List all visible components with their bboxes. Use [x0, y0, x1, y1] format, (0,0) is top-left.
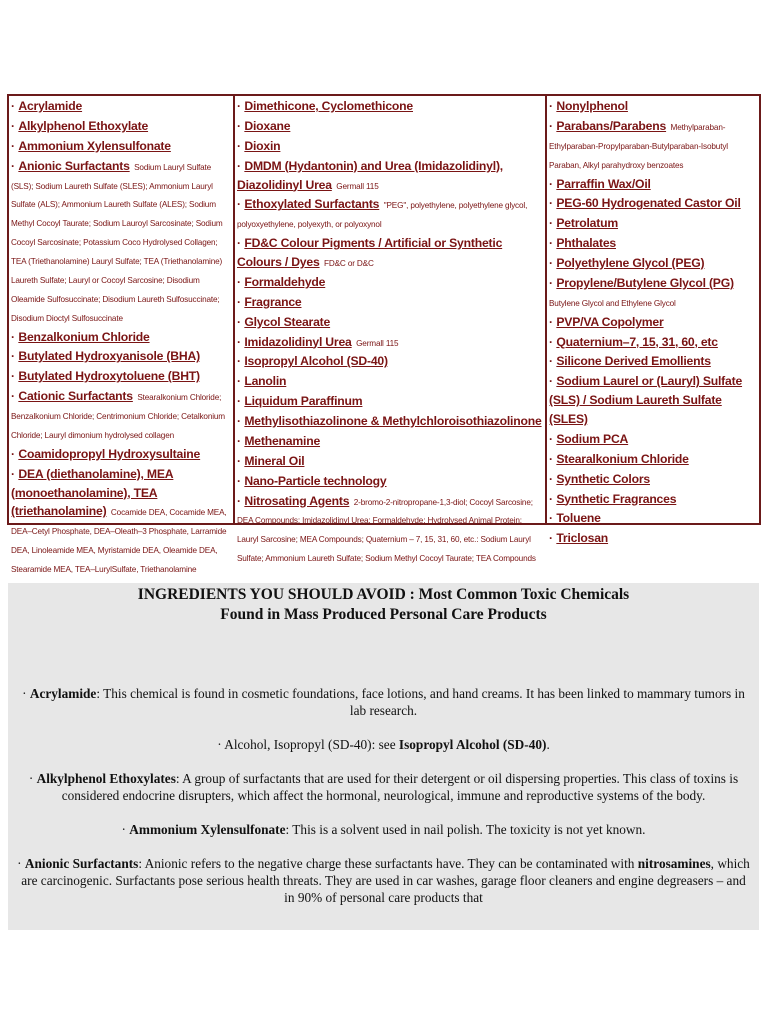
- ingredient-name: Formaldehyde: [244, 274, 326, 289]
- article-title: [8, 585, 759, 625]
- ingredient-name: Nano-Particle technology: [244, 473, 387, 488]
- ingredient-entry: [549, 470, 757, 490]
- ingredient-name: Ammonium Xylensulfonate: [18, 138, 171, 153]
- ingredient-entry: [237, 372, 543, 392]
- ingredient-note: Butylene Glycol and Ethylene Glycol: [549, 298, 676, 308]
- bullet: ·: [237, 158, 245, 173]
- bullet: ·: [237, 473, 245, 488]
- ingredient-entry: [549, 234, 757, 254]
- ingredient-entry: [549, 372, 757, 430]
- bullet: ·: [237, 274, 245, 289]
- ingredient-name: Butylated Hydroxyanisole (BHA): [18, 349, 200, 364]
- ingredient-name: Nonylphenol: [556, 99, 628, 113]
- ingredient-name: Parraffin Wax/Oil: [556, 176, 651, 191]
- article-section: [8, 583, 759, 930]
- ingredient-note: Stearalkonium Chloride; Benzalkonium Chloride; Centrimonium Chloride; Cetalkonium Chloride; Lauryl dimonium hydrolysed collagen: [11, 393, 225, 440]
- ingredient-entry: [237, 234, 543, 273]
- ingredient-entry: [11, 387, 231, 445]
- term-alcohol-isopropyl: Alcohol, Isopropyl (SD-40): [224, 737, 372, 752]
- bullet: ·: [549, 176, 557, 191]
- ingredient-entry: [237, 117, 543, 137]
- bullet: ·: [11, 389, 19, 404]
- bullet: ·: [237, 334, 245, 349]
- ingredient-name: Anionic Surfactants: [18, 158, 130, 173]
- ingredient-name: PEG-60 Hydrogenated Castor Oil: [556, 196, 741, 211]
- bullet: ·: [11, 466, 19, 481]
- bullet: ·: [237, 118, 245, 133]
- ingredient-note: Sodium Lauryl Sulfate (SLS); Sodium Laureth Sulfate (SLES); Ammonium Lauryl Sulfate (ALS); Ammonium Laureth Sulfate (ALES); Sodium Methyl Cocoyl Taurate; Sodium Lauroyl Sarcosinate; Sodium Cocoyl Sarcosinate; Potassium Coco Hydrolysed Collagen; TEA (Triethanolamine) Lauryl Sulfate; TEA (Triethanolamine) Laureth Sulfate; Lauryl or Cocoyl Sarcosine; Disodium Oleamide Sulfosuccinate; Disodium Laureth Sulfosuccinate; Disodium Dioctyl Sulfosuccinate: [11, 162, 223, 323]
- ingredient-name: Quaternium–7, 15, 31, 60, etc: [556, 334, 718, 349]
- ingredient-name: Sodium Laurel or (Lauryl) Sulfate (SLS) / Sodium Laureth Sulfate (SLES): [549, 374, 743, 426]
- ingredient-entry: [237, 392, 543, 412]
- toxic-ingredients-table: [7, 94, 761, 574]
- bullet: ·: [237, 394, 245, 409]
- bullet: ·: [549, 354, 557, 369]
- term-ammonium-xylensulfonate: Ammonium Xylensulfonate: [129, 822, 286, 837]
- bullet: ·: [549, 471, 557, 486]
- ingredient-entry: [237, 472, 543, 492]
- ingredient-name: Fragrance: [244, 294, 302, 309]
- ingredient-name: DMDM (Hydantonin) and Urea (Imidazolidinyl), Diazolidinyl Urea: [237, 158, 503, 192]
- ingredient-name: Sodium PCA: [556, 431, 629, 446]
- ingredient-entry: [549, 333, 757, 353]
- paragraph-alkylphenol: · Alkylphenol Ethoxylates: A group of surfactants that are used for their detergent or oil dispersing properties. This class of toxins is considered endocrine disrupters, which affect the hormonal, neurological, immune and reproductive systems of the body.: [28, 771, 739, 803]
- term-acrylamide: Acrylamide: [29, 686, 97, 701]
- ingredient-entry: [237, 492, 543, 569]
- bullet: ·: [549, 196, 557, 211]
- ingredient-name: Stearalkonium Chloride: [556, 451, 689, 466]
- ingredient-note: Germall 115: [356, 338, 399, 348]
- bullet: ·: [549, 531, 557, 546]
- ingredient-name: Lanolin: [244, 374, 287, 389]
- bullet: ·: [549, 334, 557, 349]
- paragraph-anionic-surfactants: · Anionic Surfactants: Anionic refers to the negative charge these surfactants have. They can be contaminated with nitrosamines, which are carcinogenic. Surfactants pose serious health threats. They are used in car washes, garage floor cleaners and engine degreasers – and in 90% of personal care products that: [17, 856, 750, 905]
- ingredient-note: Methylparaban-Ethylparaban-Propylparaban-Butylparaban-Isobutyl Paraban, Alkyl parahydroxy benzoates: [549, 122, 728, 170]
- ingredient-name: Propylene/Butylene Glycol (PG): [556, 275, 734, 290]
- bullet: ·: [237, 453, 245, 468]
- bullet: ·: [549, 216, 557, 231]
- ingredient-name: Dioxane: [244, 118, 291, 133]
- bullet: ·: [549, 236, 557, 251]
- ingredient-entry: [549, 254, 757, 274]
- ingredient-entry: [237, 333, 543, 353]
- ingredient-entry: [237, 313, 543, 333]
- ingredient-name: Isopropyl Alcohol (SD-40): [244, 354, 388, 369]
- bullet: ·: [237, 414, 245, 428]
- ingredient-name: Parabans/Parabens: [556, 118, 667, 133]
- ingredient-entry: [11, 367, 231, 387]
- ingredient-note: Germall 115: [336, 181, 379, 191]
- ingredient-name: Dioxin: [244, 138, 281, 153]
- ingredient-name: Alkylphenol Ethoxylate: [18, 118, 149, 133]
- ingredient-entry: [237, 412, 543, 432]
- ingredient-name: Methenamine: [244, 433, 321, 448]
- bullet: ·: [237, 433, 245, 448]
- ingredient-note: FD&C or D&C: [324, 259, 374, 268]
- ingredient-name: Benzalkonium Chloride: [18, 329, 150, 344]
- ingredient-entry: [237, 195, 543, 234]
- bullet: ·: [237, 138, 245, 153]
- ingredient-entry: [11, 347, 231, 367]
- ingredient-name: Methylisothiazolinone & Methylchloroisothiazolinone: [244, 414, 542, 428]
- bullet: ·: [549, 256, 557, 270]
- ingredient-entry: [549, 117, 757, 175]
- bullet: ·: [237, 294, 245, 309]
- ingredient-name: Triclosan: [556, 531, 609, 546]
- ingredient-name: Imidazolidinyl Urea: [244, 334, 352, 349]
- paragraph-acrylamide: · Acrylamide: This chemical is found in cosmetic foundations, face lotions, and hand creams. It has been linked to mammary tumors in lab research.: [22, 686, 745, 718]
- ingredient-note: "PEG", polyethylene, polyethylene glycol, polyoxyethylene, polyexyth, or polyoxynol: [237, 201, 528, 230]
- ingredient-entry: [549, 490, 757, 510]
- ingredient-entry: [549, 352, 757, 372]
- bullet: ·: [549, 511, 557, 526]
- bullet: ·: [237, 493, 245, 508]
- table-column-3: [547, 96, 759, 546]
- ingredient-entry: [549, 97, 757, 117]
- term-nitrosamines: nitrosamines: [637, 856, 711, 871]
- ingredient-entry: [549, 313, 757, 333]
- bullet: ·: [549, 451, 557, 466]
- ingredient-entry: [11, 97, 231, 117]
- ingredient-name: Butylated Hydroxytoluene (BHT): [18, 369, 200, 384]
- ingredient-name: Synthetic Colors: [556, 471, 650, 486]
- ingredient-name: Synthetic Fragrances: [556, 491, 677, 506]
- ingredient-name: Phthalates: [556, 236, 616, 251]
- bullet: ·: [549, 118, 557, 133]
- bullet: ·: [237, 197, 245, 212]
- bullet: ·: [11, 138, 19, 153]
- term-alkylphenol: Alkylphenol Ethoxylates: [36, 771, 176, 786]
- table-column-1: [9, 96, 235, 574]
- ingredient-entry: [549, 529, 757, 549]
- ingredient-note: Cocamide DEA, Cocamide MEA, DEA–Cetyl Phosphate, DEA–Oleath–3 Phosphate, Larramide DEA, Linoleamide MEA, Myristamide DEA, Oleamide DEA, Stearamide MEA, TEA–LurylSulfate, Triethanolamine: [11, 508, 227, 574]
- bullet: ·: [549, 374, 557, 389]
- ingredient-name: Coamidopropyl Hydroxysultaine: [18, 446, 201, 461]
- ingredient-entry: [237, 352, 543, 372]
- ingredient-name: Nitrosating Agents: [244, 493, 350, 508]
- ingredient-entry: [549, 274, 757, 313]
- bullet: ·: [11, 369, 19, 384]
- ingredient-entry: [237, 97, 543, 117]
- ingredient-entry: [237, 157, 543, 196]
- ingredient-entry: [11, 137, 231, 157]
- ingredient-entry: [549, 509, 757, 529]
- ingredient-entry: [549, 194, 757, 214]
- ingredient-entry: [237, 293, 543, 313]
- ingredient-name: Dimethicone, Cyclomethicone: [244, 99, 413, 113]
- ingredient-entry: [549, 214, 757, 234]
- bullet: ·: [237, 236, 245, 251]
- bullet: ·: [549, 491, 557, 506]
- title-line-1: INGREDIENTS YOU SHOULD AVOID : Most Common Toxic Chemicals: [137, 586, 630, 603]
- ingredient-name: Petrolatum: [556, 216, 619, 231]
- term-anionic-surfactants: Anionic Surfactants: [24, 856, 139, 871]
- ingredient-entry: [549, 430, 757, 450]
- bullet: ·: [549, 314, 557, 329]
- paragraph-ammonium-xylensulfonate: · Ammonium Xylensulfonate: This is a solvent used in nail polish. The toxicity is not yet known.: [121, 822, 646, 837]
- ingredient-entry: [549, 450, 757, 470]
- ingredient-entry: [237, 452, 543, 472]
- table-column-2: [235, 96, 547, 564]
- bullet: ·: [11, 446, 19, 461]
- ingredient-name: Toluene: [556, 511, 601, 526]
- ingredient-entry: [549, 175, 757, 195]
- ingredient-name: FD&C Colour Pigments / Artificial or Synthetic Colours / Dyes: [237, 236, 503, 269]
- bullet: ·: [237, 374, 245, 389]
- bullet: ·: [11, 158, 19, 173]
- ingredient-name: DEA (diethanolamine), MEA (monoethanolamine), TEA (triethanolamine): [11, 466, 174, 519]
- ingredient-name: Polyethylene Glycol (PEG): [556, 256, 705, 270]
- ingredient-entry: [237, 137, 543, 157]
- ingredient-name: Glycol Stearate: [244, 314, 331, 329]
- bullet: ·: [549, 275, 557, 290]
- ingredient-name: PVP/VA Copolymer: [556, 314, 664, 329]
- bullet: ·: [549, 431, 557, 446]
- ingredient-entry: [237, 432, 543, 452]
- title-line-2: Found in Mass Produced Personal Care Products: [220, 606, 547, 623]
- paragraph-alcohol-isopropyl: · Alcohol, Isopropyl (SD-40): see Isopropyl Alcohol (SD-40).: [217, 737, 550, 752]
- ingredient-name: Mineral Oil: [244, 453, 305, 468]
- bullet: ·: [549, 99, 557, 113]
- ingredient-name: Silicone Derived Emollients: [556, 354, 711, 369]
- ingredient-name: Ethoxylated Surfactants: [244, 197, 380, 212]
- ingredient-name: Cationic Surfactants: [18, 389, 133, 404]
- bullet: ·: [11, 99, 19, 113]
- bullet: ·: [237, 354, 245, 369]
- ingredient-note: 2-bromo-2-nitropropane-1,3-diol; Cocoyl Sarcosine; DEA Compounds; Imidazolidinyl Urea; Formaldehyde; Hydrolysed Animal Protein; Lauryl Sarcosine; MEA Compounds; Quaternium – 7, 15, 31, 60, etc.: Sodium Lauryl Sulfate; Ammonium Laureth Sulfate; Sodium Methyl Cocoyl Taurate; TEA Compounds: [237, 497, 536, 564]
- ingredient-entry: [11, 117, 231, 137]
- ingredient-entry: [11, 328, 231, 348]
- bullet: ·: [11, 118, 19, 133]
- bullet: ·: [237, 314, 245, 329]
- ingredient-name: Liquidum Paraffinum: [244, 394, 363, 409]
- ref-isopropyl-alcohol: Isopropyl Alcohol (SD-40): [398, 737, 547, 752]
- ingredient-entry: [237, 273, 543, 293]
- bullet: ·: [11, 349, 19, 364]
- ingredient-name: Acrylamide: [18, 99, 83, 113]
- ingredient-entry: [11, 465, 231, 579]
- bullet: ·: [11, 329, 19, 344]
- ingredient-entry: [11, 157, 231, 328]
- bullet: ·: [237, 99, 245, 113]
- ingredient-entry: [11, 445, 231, 465]
